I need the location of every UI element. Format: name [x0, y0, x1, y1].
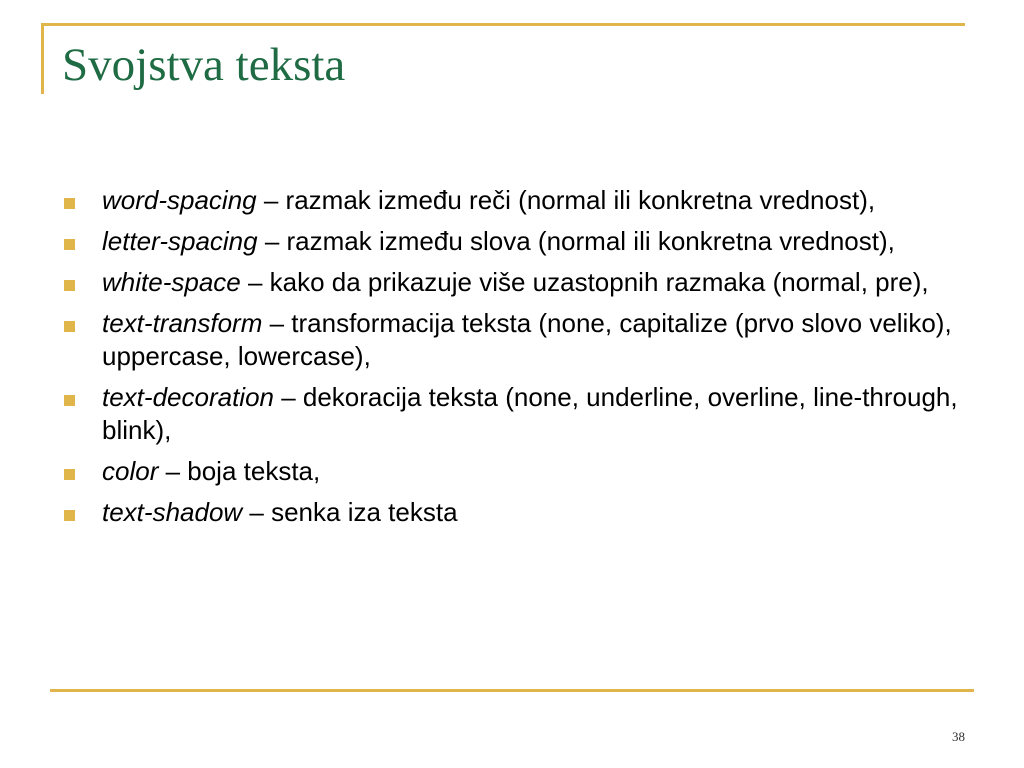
square-bullet-icon	[64, 198, 75, 209]
frame-top-line	[41, 23, 965, 26]
bullet-term: color	[102, 456, 159, 486]
bullet-term: text-shadow	[102, 497, 243, 527]
square-bullet-icon	[64, 469, 75, 480]
bullet-item-letter-spacing	[64, 225, 964, 258]
slide-title: Svojstva teksta	[62, 39, 346, 91]
bullet-item-word-spacing	[64, 184, 964, 217]
square-bullet-icon	[64, 239, 75, 250]
frame-bottom-line	[50, 689, 974, 692]
bullet-term: text-decoration	[102, 382, 274, 412]
bullet-text: – kako da prikazuje više uzastopnih razmaka (normal, pre),	[240, 267, 929, 297]
bullet-item-white-space	[64, 266, 964, 299]
bullet-list	[64, 184, 964, 537]
square-bullet-icon	[64, 510, 75, 521]
square-bullet-icon	[64, 280, 75, 291]
bullet-term: letter-spacing	[102, 226, 258, 256]
frame-left-line	[41, 23, 44, 94]
bullet-item-text-decoration	[64, 381, 964, 447]
bullet-text: – razmak između reči (normal ili konkretna vrednost),	[256, 185, 876, 215]
square-bullet-icon	[64, 395, 75, 406]
bullet-term: word-spacing	[102, 185, 257, 215]
bullet-term: text-transform	[102, 308, 263, 338]
bullet-text: – razmak između slova (normal ili konkretna vrednost),	[257, 226, 895, 256]
page-number: 38	[952, 729, 965, 744]
bullet-term: white-space	[102, 267, 241, 297]
bullet-item-color	[64, 455, 964, 488]
bullet-item-text-transform	[64, 307, 964, 373]
bullet-item-text-shadow	[64, 496, 964, 529]
bullet-text: – transformacija teksta (none, capitalize (prvo slovo veliko), uppercase, lowercase),	[102, 308, 952, 371]
square-bullet-icon	[64, 321, 75, 332]
bullet-text: – boja teksta,	[158, 456, 321, 486]
bullet-text: – senka iza teksta	[242, 497, 458, 527]
bullet-text: – dekoracija teksta (none, underline, overline, line-through, blink),	[102, 382, 958, 445]
